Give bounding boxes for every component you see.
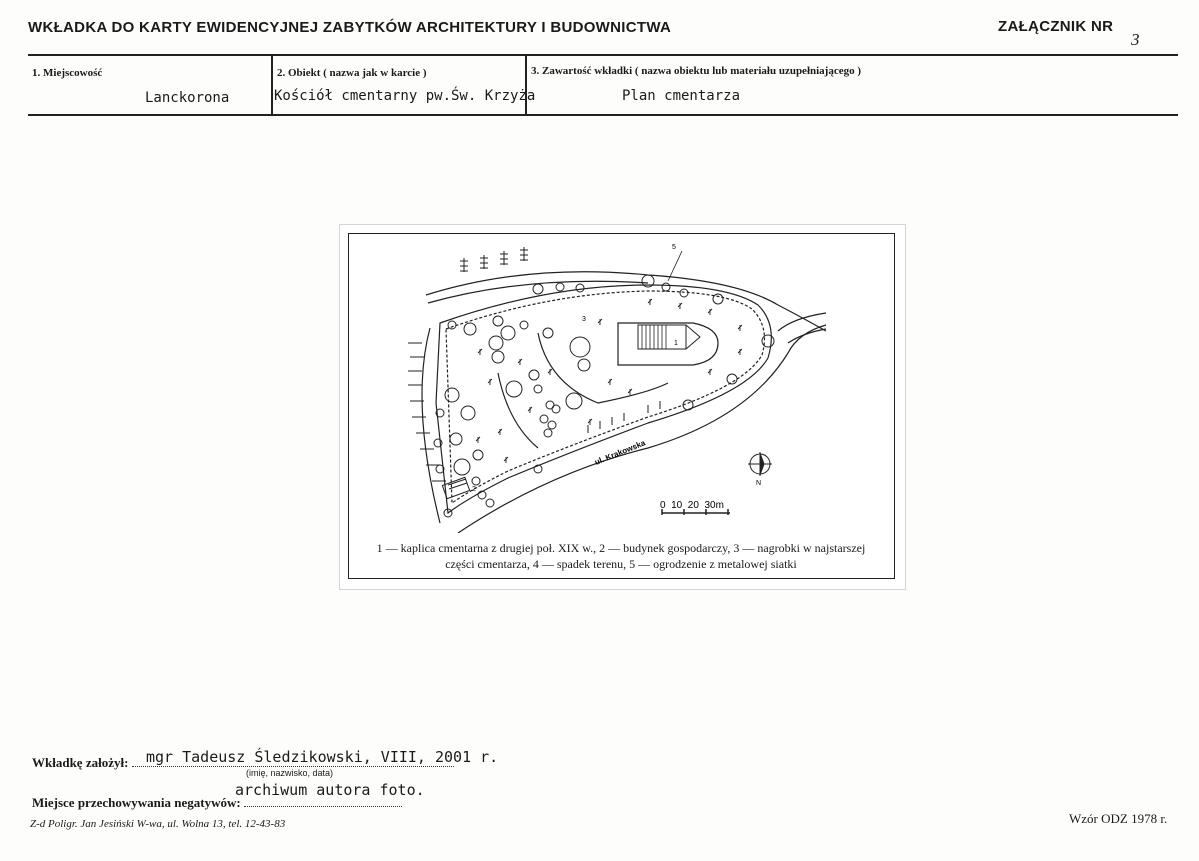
inner-path-1 [618, 323, 718, 365]
author-label: Wkładkę założył: [32, 755, 129, 770]
locality-value: Lanckorona [145, 90, 230, 106]
north-label: N [756, 480, 762, 487]
cemetery-boundary [436, 285, 771, 513]
content-value: Plan cmentarza [622, 88, 741, 104]
cemetery-plan [348, 233, 893, 533]
storage-value: archiwum autora foto. [235, 781, 425, 799]
scale-label: 0 10 20 30m [660, 500, 724, 511]
legend-line-1: 1 — kaplica cmentarna z drugiej poł. XIX w., 2 — budynek gospodarczy, 3 — nagrobki w najstarszej [376, 541, 866, 555]
author-value: mgr Tadeusz Śledzikowski, VIII, 2001 r. [146, 748, 499, 766]
road-east-exit-2 [788, 329, 826, 343]
locality-label: 1. Miejscowość [32, 67, 103, 79]
field-divider-2 [525, 54, 527, 116]
outbuilding [442, 477, 469, 498]
inner-path-3 [498, 373, 538, 448]
label-5: 5 [672, 244, 676, 251]
header-rule [28, 54, 1178, 56]
content-label: 3. Zawartość wkładki ( nazwa obiektu lub materiału uzupełniającego ) [531, 65, 862, 77]
form-title: WKŁADKA DO KARTY EWIDENCYJNEJ ZABYTKÓW ARCHITEKTURY I BUDOWNICTWA [28, 19, 672, 36]
author-dotted-line [132, 766, 454, 767]
author-caption: (imię, nazwisko, data) [246, 768, 334, 778]
annex-label: ZAŁĄCZNIK NR [998, 18, 1114, 35]
road-east-exit [778, 313, 826, 331]
label-2: 2 [472, 486, 476, 493]
street-label: ul. Krakowska [593, 438, 647, 467]
fields-bottom-rule [28, 114, 1178, 116]
storage-dotted-line [244, 806, 402, 807]
annex-number: 3 [1131, 30, 1140, 49]
label-1: 1 [674, 340, 678, 347]
field-divider-1 [271, 54, 273, 116]
road-outer-edge [426, 272, 826, 331]
chapel-building [638, 325, 700, 349]
road-west-edge [422, 328, 440, 523]
legend-line-2: części cmentarza, 4 — spadek terenu, 5 — ogrodzenie z metalowej siatki [445, 557, 797, 571]
north-arrow-icon [748, 452, 772, 476]
map-legend [352, 540, 890, 572]
form-model: Wzór ODZ 1978 r. [1069, 811, 1168, 826]
inner-path-2 [538, 333, 668, 403]
object-label: 2. Obiekt ( nazwa jak w karcie ) [277, 67, 427, 79]
road-south-edge [458, 325, 826, 533]
trees [434, 275, 774, 517]
storage-label: Miejsce przechowywania negatywów: [32, 795, 241, 810]
printer-imprint: Z-d Poligr. Jan Jesiński W-wa, ul. Wolna 13, tel. 12-43-83 [30, 818, 286, 830]
object-value: Kościół cmentarny pw.Św. Krzyża [274, 88, 536, 104]
label-3: 3 [582, 316, 586, 323]
